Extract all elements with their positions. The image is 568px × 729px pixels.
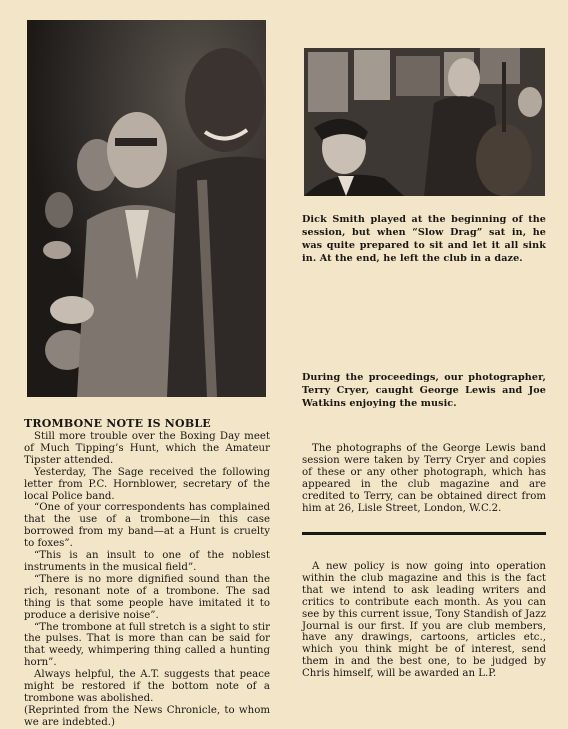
article-paragraph: Yesterday, The Sage received the following letter from P.C. Hornblower, secretary of the local Police band. xyxy=(24,466,270,502)
trombone-article xyxy=(24,418,270,729)
photo-caption-george-lewis: During the proceedings, our photographer, Terry Cryer, caught George Lewis and Joe Watkins enjoying the music. xyxy=(302,372,546,409)
article-heading: TROMBONE NOTE IS NOBLE xyxy=(24,417,211,430)
photo-note-text: The photographs of the George Lewis band session were taken by Terry Cryer and copies of these or any other photograph, which has appeared in the club magazine and are credited to Terry, can be obtained direct from him at 26, Lisle Street, London, W.C.2. xyxy=(302,443,546,514)
policy-text: A new policy is now going into operation within the club magazine and this is the fact that we intend to ask leading writers and critics to contribute each month. As you can see by this current issue, Tony Standish of Jazz Journal is our first. If you are club members, have any drawings, cartoons, articles etc., which you think might be of interest, send them in and the best one, to be judged by Chris himself, will be awarded an L.P. xyxy=(302,561,546,680)
divider-rule xyxy=(302,532,546,535)
new-policy-notice xyxy=(302,561,546,680)
article-paragraph: “One of your correspondents has complained that the use of a trombone—in this case borrowed from my band—at a Hunt is cruelty to foxes”. xyxy=(24,502,270,550)
photograph-copies-note xyxy=(302,443,546,514)
jazz-club-crowd-photo xyxy=(27,20,266,397)
photo-caption-dick-smith: Dick Smith played at the beginning of the session, but when “Slow Drag” sat in, he was quite prepared to sit and let it all sink in. At the end, he left the club in a daze. xyxy=(302,214,546,264)
article-paragraph: “The trombone at full stretch is a sight to stir the pulses. That is more than can be said for that weedy, whimpering thing called a hunting horn”. xyxy=(24,621,270,669)
article-credit: (Reprinted from the News Chronicle, to whom we are indebted.) xyxy=(24,704,270,728)
article-paragraph: Still more trouble over the Boxing Day meet of Much Tipping’s Hunt, which the Amateur Tipster attended. xyxy=(24,431,270,466)
bass-player-photo xyxy=(304,48,545,196)
article-paragraph: “There is no more dignified sound than the rich, resonant note of a trombone. The sad thing is that some people have imitated it to produce a derisive noise”. xyxy=(24,573,270,621)
article-paragraph: Always helpful, the A.T. suggests that peace might be restored if the bottom note of a trombone was abolished. xyxy=(24,669,270,704)
article-paragraph: “This is an insult to one of the noblest instruments in the musical field”. xyxy=(24,550,270,573)
